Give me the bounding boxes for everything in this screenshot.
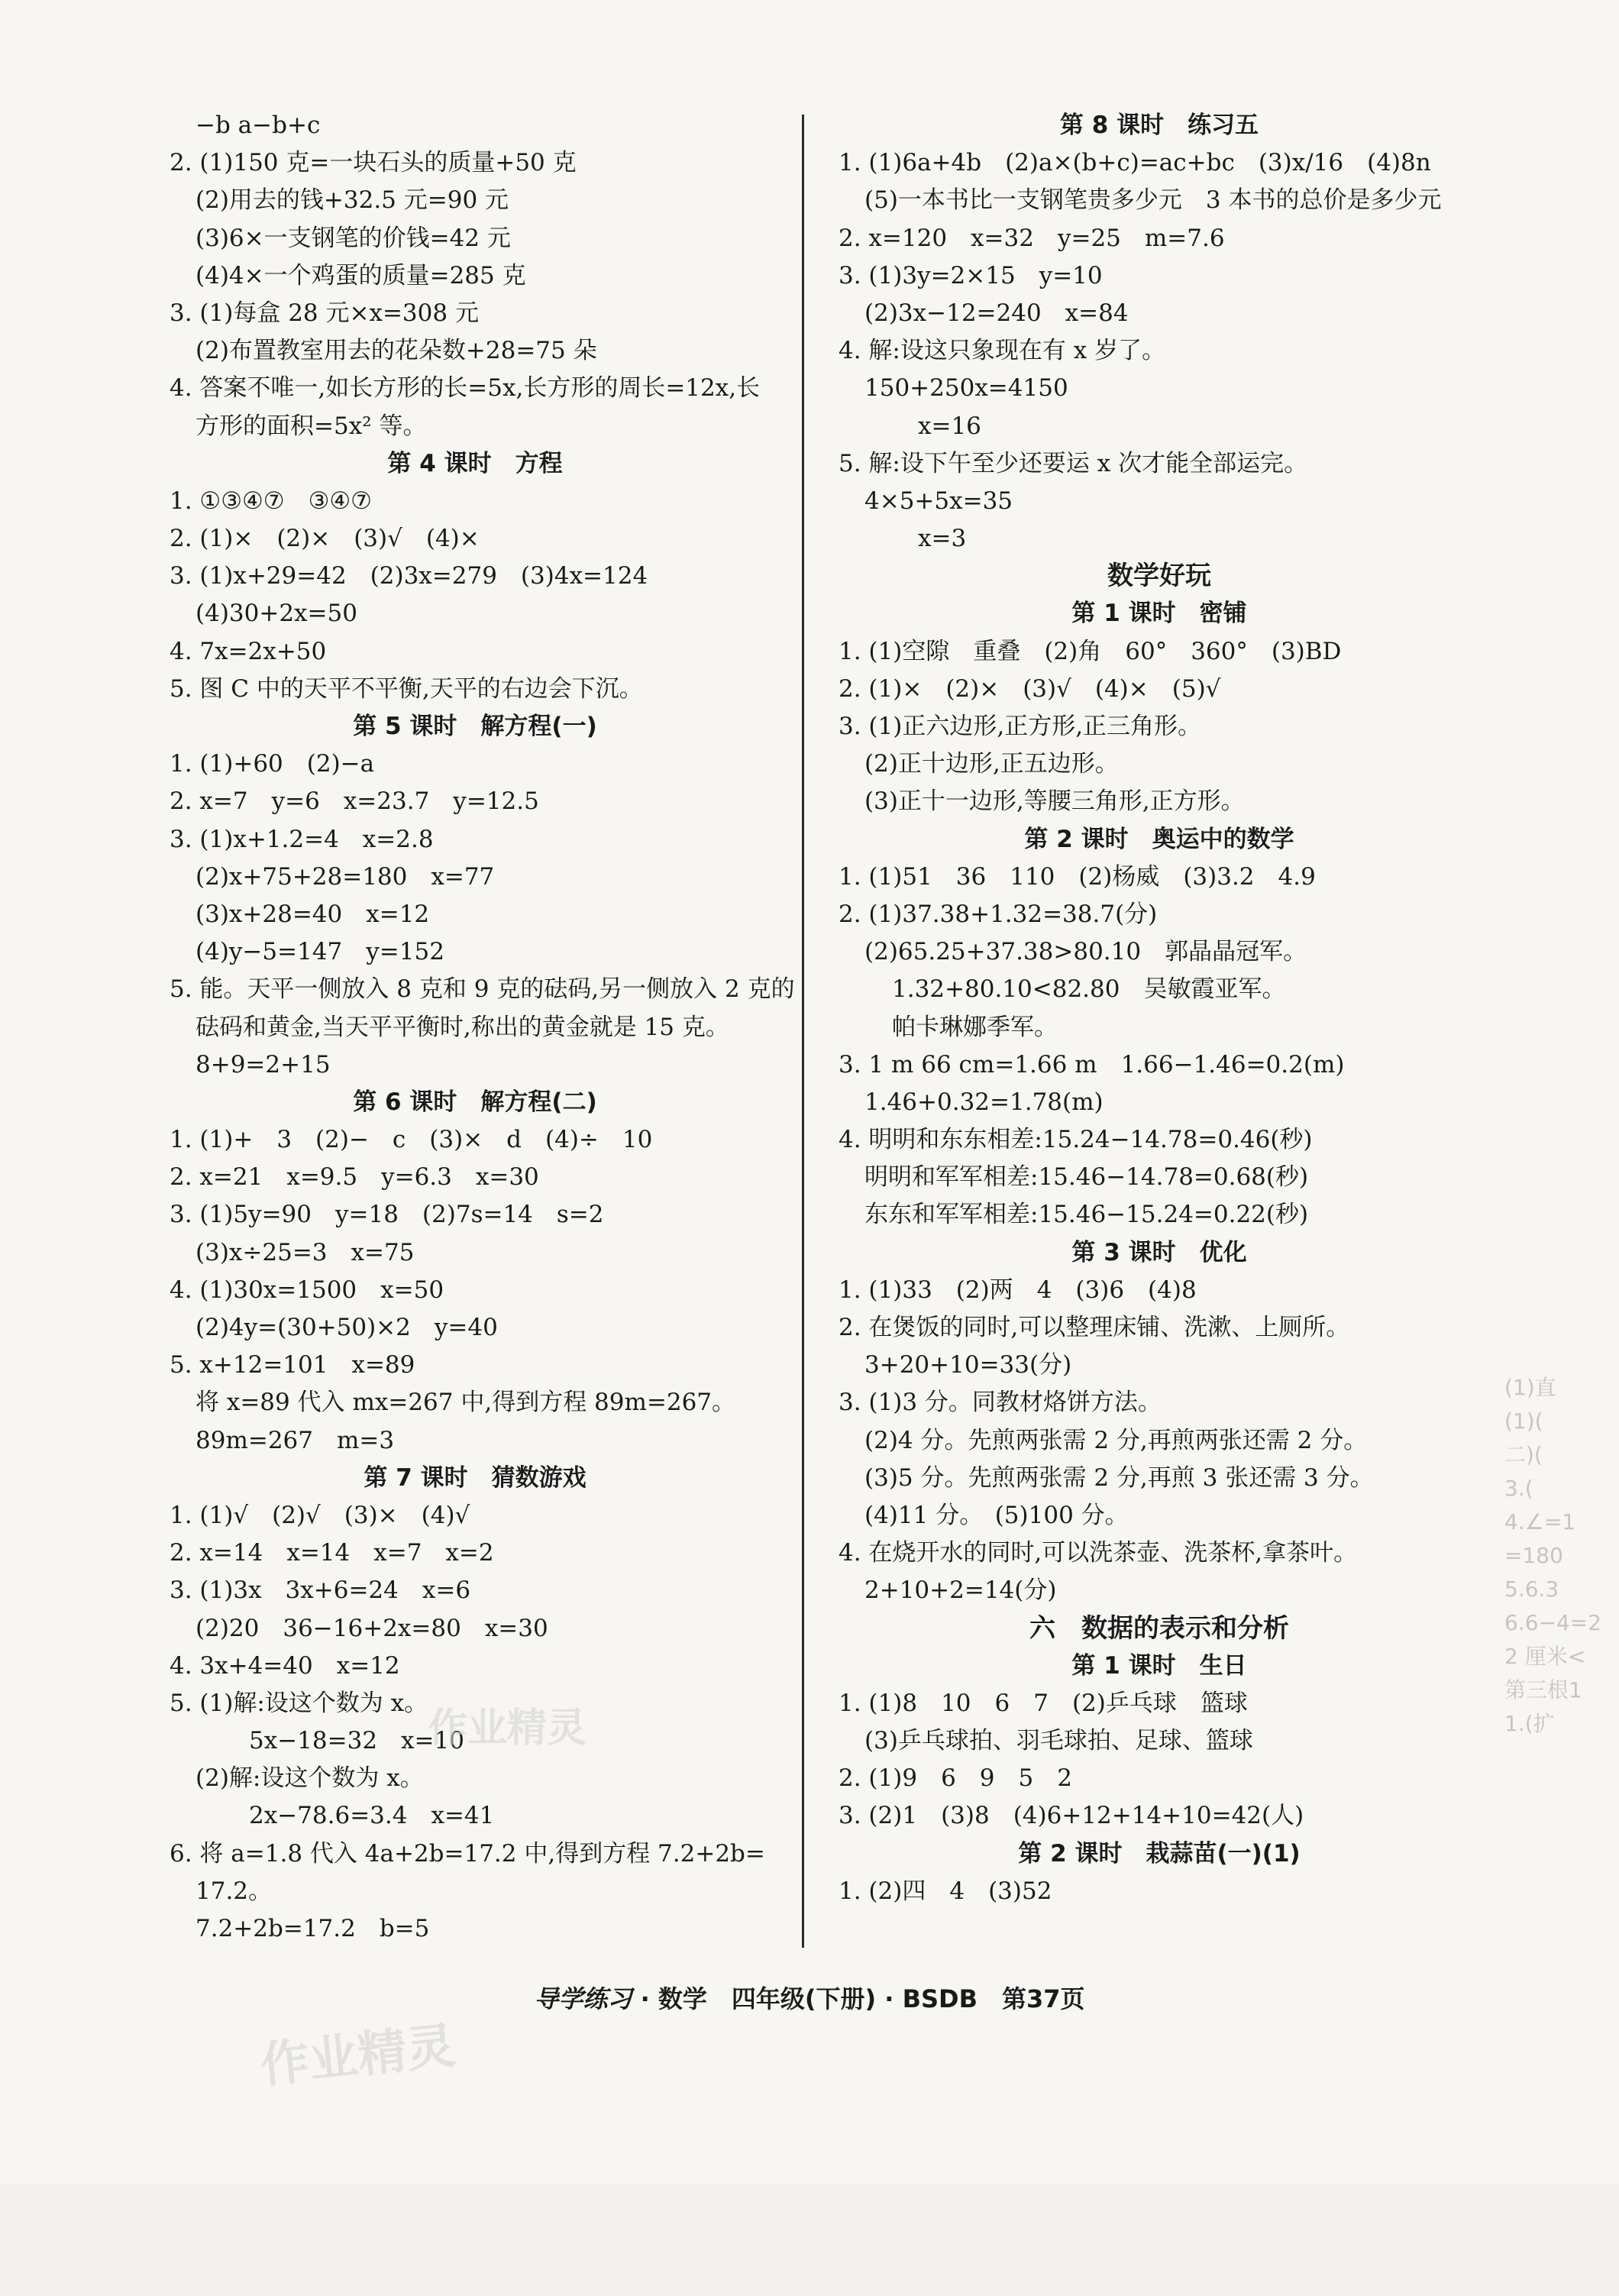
answer-line: 4. 3x+4=40 x=12 (170, 1651, 400, 1680)
answer-line: 4. 答案不唯一,如长方形的长=5x,长方形的周长=12x,长 (170, 374, 761, 403)
margin-note: (1)直 (1504, 1375, 1556, 1400)
answer-line: 砝码和黄金,当天平平衡时,称出的黄金就是 15 克。 (196, 1013, 729, 1041)
answer-line: (4)11 分。 (5)100 分。 (864, 1501, 1129, 1529)
answer-line: 1. (1)33 (2)两 4 (3)6 (4)8 (839, 1276, 1197, 1304)
answer-line: (3)x÷25=3 x=75 (196, 1238, 415, 1266)
answer-line: 4. 明明和东东相差:15.24−14.78=0.46(秒) (839, 1126, 1313, 1154)
margin-note: 二)( (1504, 1442, 1543, 1467)
answer-line: 1.46+0.32=1.78(m) (864, 1088, 1104, 1116)
margin-note: 6.6−4=2 (1504, 1610, 1602, 1635)
right-column (839, 107, 1480, 1910)
answer-line: 3. (1)3x 3x+6=24 x=6 (170, 1576, 471, 1605)
answer-line: 2. x=14 x=14 x=7 x=2 (170, 1539, 494, 1567)
section-heading: 数学好玩 (1107, 561, 1211, 592)
answer-line: 3. (1)x+29=42 (2)3x=279 (3)4x=124 (170, 562, 648, 590)
answer-line: 4. 7x=2x+50 (170, 637, 327, 665)
answer-line: 7.2+2b=17.2 b=5 (196, 1915, 430, 1942)
answer-line: 2. 在煲饭的同时,可以整理床铺、洗漱、上厕所。 (839, 1314, 1350, 1341)
answer-line: (2)布置教室用去的花朵数+28=75 朵 (196, 337, 597, 365)
answer-line: 2+10+2=14(分) (864, 1576, 1057, 1605)
margin-note: 4.∠=1 (1504, 1509, 1576, 1534)
answer-line: (5)一本书比一支钢笔贵多少元 3 本书的总价是多少元 (864, 186, 1442, 215)
answer-line: 1. (1)√ (2)√ (3)× (4)√ (170, 1501, 470, 1529)
faded-margin-notes (1504, 1371, 1601, 1741)
answer-line: (3)5 分。先煎两张需 2 分,再煎 3 张还需 3 分。 (864, 1463, 1374, 1492)
answer-line: 1. (1)+60 (2)−a (170, 750, 375, 778)
answer-line: 2. (1)37.38+1.32=38.7(分) (839, 900, 1158, 928)
answer-line: 1.32+80.10<82.80 吴敏霞亚军。 (892, 975, 1286, 1004)
answer-line: 2x−78.6=3.4 x=41 (249, 1802, 495, 1830)
answer-line: 4. 解:设这只象现在有 x 岁了。 (839, 337, 1166, 365)
answer-line: 4×5+5x=35 (864, 487, 1013, 515)
answer-line: 方形的面积=5x² 等。 (196, 412, 427, 440)
answer-line: (2)解:设这个数为 x。 (196, 1764, 424, 1793)
answer-line: 3. (1)每盒 28 元×x=308 元 (170, 299, 479, 327)
answer-line: 将 x=89 代入 mx=267 中,得到方程 89m=267。 (196, 1389, 736, 1417)
watermark-stamp: 作业精灵 (257, 2017, 458, 2095)
answer-line: (2)4 分。先煎两张需 2 分,再煎两张还需 2 分。 (864, 1426, 1368, 1454)
answer-line: 2. x=21 x=9.5 y=6.3 x=30 (170, 1163, 539, 1192)
answer-line: 东东和军军相差:15.46−15.24=0.22(秒) (864, 1201, 1309, 1229)
answer-line: 1. (1)空隙 重叠 (2)角 60° 360° (3)BD (839, 637, 1342, 665)
answer-line: 3. (1)正六边形,正方形,正三角形。 (839, 713, 1202, 740)
answer-line: 1. (1)+ 3 (2)− c (3)× d (4)÷ 10 (170, 1126, 653, 1154)
answer-line: (2)用去的钱+32.5 元=90 元 (196, 186, 509, 215)
answer-line: 89m=267 m=3 (196, 1426, 395, 1454)
answer-line: (3)6×一支钢笔的价钱=42 元 (196, 224, 511, 252)
answer-line: 3. 1 m 66 cm=1.66 m 1.66−1.46=0.2(m) (839, 1050, 1345, 1078)
answer-line: 2. (1)× (2)× (3)√ (4)× (5)√ (839, 674, 1221, 703)
answer-line: 4. 在烧开水的同时,可以洗茶壶、洗茶杯,拿茶叶。 (839, 1539, 1358, 1567)
answer-line: (2)x+75+28=180 x=77 (196, 862, 495, 891)
answer-line: 3. (2)1 (3)8 (4)6+12+14+10=42(人) (839, 1802, 1304, 1830)
footer-info: · 数学 四年级(下册) · BSDB 第37页 (632, 1984, 1085, 2013)
answer-line: 2. x=7 y=6 x=23.7 y=12.5 (170, 787, 539, 816)
answer-line: (3)正十一边形,等腰三角形,正方形。 (864, 787, 1245, 816)
margin-note: 第三根1 (1504, 1677, 1582, 1703)
section-heading: 第 7 课时 猜数游戏 (364, 1463, 587, 1492)
answer-line: 5. x+12=101 x=89 (170, 1351, 415, 1379)
answer-line: 8+9=2+15 (196, 1050, 331, 1078)
left-column (170, 107, 795, 1948)
section-heading: 第 2 课时 栽蒜苗(一)(1) (1018, 1839, 1301, 1868)
section-heading: 六 数据的表示和分析 (1029, 1612, 1289, 1644)
answer-line: 帕卡琳娜季军。 (892, 1013, 1058, 1041)
answer-line: (4)4×一个鸡蛋的质量=285 克 (196, 261, 526, 289)
section-heading: 第 2 课时 奥运中的数学 (1024, 825, 1294, 853)
answer-line: 5. 图 C 中的天平不平衡,天平的右边会下沉。 (170, 674, 643, 703)
column-divider (802, 115, 804, 1948)
section-heading: 第 1 课时 生日 (1071, 1651, 1247, 1680)
section-heading: 第 5 课时 解方程(一) (353, 713, 597, 740)
margin-note: 1.(扩 (1504, 1711, 1555, 1736)
section-heading: 第 3 课时 优化 (1071, 1238, 1247, 1266)
answer-line: 5. 能。天平一侧放入 8 克和 9 克的砝码,另一侧放入 2 克的 (170, 975, 795, 1004)
answer-line: (3)乒乓球拍、羽毛球拍、足球、篮球 (864, 1727, 1253, 1755)
answer-line: 2. (1)× (2)× (3)√ (4)× (170, 525, 480, 553)
answer-line: 2. x=120 x=32 y=25 m=7.6 (839, 224, 1225, 252)
answer-line: (2)3x−12=240 x=84 (864, 299, 1129, 327)
answer-line: 4. (1)30x=1500 x=50 (170, 1276, 444, 1304)
answer-line: 3. (1)3 分。同教材烙饼方法。 (839, 1389, 1162, 1417)
answer-line: (4)y−5=147 y=152 (196, 938, 444, 966)
answer-line: 1. (1)8 10 6 7 (2)乒乓球 篮球 (839, 1689, 1248, 1717)
answer-line: 3. (1)3y=2×15 y=10 (839, 261, 1103, 289)
answer-line: 6. 将 a=1.8 代入 4a+2b=17.2 中,得到方程 7.2+2b= (170, 1839, 765, 1868)
answer-line: (2)正十边形,正五边形。 (864, 750, 1119, 778)
answer-line: 150+250x=4150 (864, 374, 1068, 403)
margin-note: (1)( (1504, 1408, 1543, 1434)
margin-note: 5.6.3 (1504, 1576, 1559, 1602)
answer-line: 5x−18=32 x=10 (249, 1727, 464, 1755)
section-heading: 第 8 课时 练习五 (1059, 112, 1259, 139)
watermark-stamp: 作业精灵 (428, 1706, 587, 1751)
answer-line: 5. (1)解:设这个数为 x。 (170, 1689, 428, 1717)
answer-line: 2. (1)150 克=一块石头的质量+50 克 (170, 149, 577, 177)
answer-line: 5. 解:设下午至少还要运 x 次才能全部运完。 (839, 449, 1308, 477)
answer-line: 明明和军军相差:15.46−14.78=0.68(秒) (864, 1163, 1309, 1192)
answer-line: (2)4y=(30+50)×2 y=40 (196, 1314, 498, 1341)
page-footer (0, 1980, 1619, 2015)
margin-note: 2 厘米< (1504, 1644, 1586, 1669)
answer-line: 2. (1)9 6 9 5 2 (839, 1764, 1072, 1793)
answer-line: 1. (1)6a+4b (2)a×(b+c)=ac+bc (3)x/16 (4)8n (839, 149, 1431, 177)
margin-note: 3.( (1504, 1476, 1533, 1501)
margin-note: =180 (1504, 1543, 1563, 1568)
answer-line: (3)x+28=40 x=12 (196, 900, 430, 928)
footer-brand: 导学练习 (534, 1984, 632, 2013)
section-heading: 第 4 课时 方程 (387, 449, 563, 477)
answer-line: (4)30+2x=50 (196, 600, 357, 628)
answer-line: (2)20 36−16+2x=80 x=30 (196, 1614, 548, 1642)
answer-line: 3. (1)x+1.2=4 x=2.8 (170, 825, 434, 853)
answer-line: x=3 (918, 525, 967, 553)
answer-line: 1. ①③④⑦ ③④⑦ (170, 487, 372, 515)
answer-line: 3. (1)5y=90 y=18 (2)7s=14 s=2 (170, 1201, 604, 1229)
answer-line: 1. (1)51 36 110 (2)杨威 (3)3.2 4.9 (839, 862, 1316, 891)
answer-line: 1. (2)四 4 (3)52 (839, 1877, 1052, 1905)
section-heading: 第 1 课时 密铺 (1071, 600, 1247, 628)
answer-line: 17.2。 (196, 1877, 273, 1905)
answer-line: 3+20+10=33(分) (864, 1351, 1072, 1379)
answer-line: (2)65.25+37.38>80.10 郭晶晶冠军。 (864, 938, 1307, 966)
answer-line: x=16 (918, 412, 981, 440)
answer-line: −b a−b+c (196, 112, 321, 139)
section-heading: 第 6 课时 解方程(二) (353, 1088, 597, 1116)
